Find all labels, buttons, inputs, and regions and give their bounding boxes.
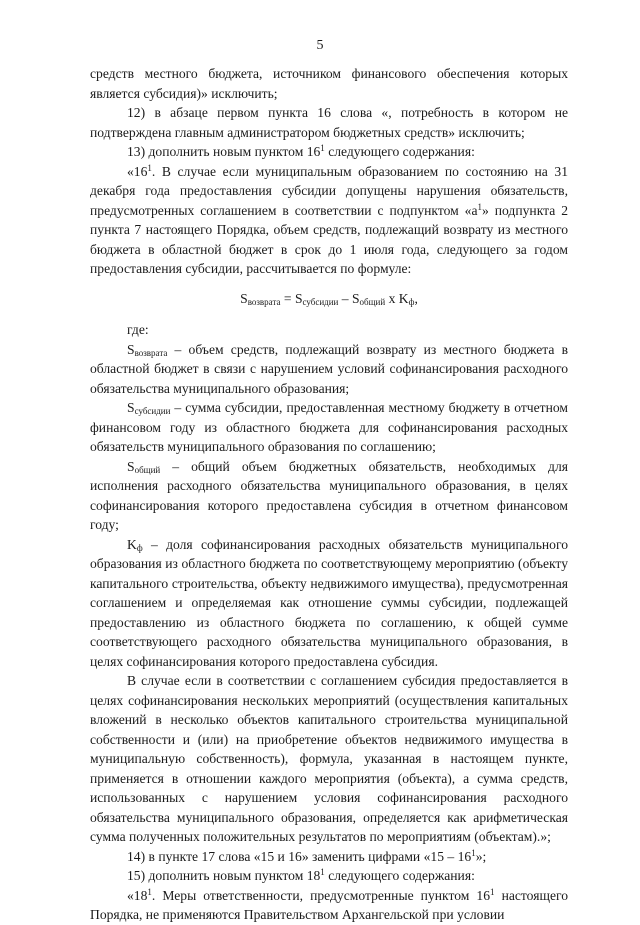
clause-16-1-body: . В случае если муниципальным образованием по состоянию на 31 декабря года предоставления субсидии допущены нарушения обязательств, предусмотренных соглашением в соответствии с подпунктом «а — [90, 163, 568, 218]
paragraph-item-15 — [90, 866, 568, 886]
paragraph-continuation: средств местного бюджета, источником финансового обеспечения которых является субсидия)» исключить; — [90, 66, 568, 101]
paragraph-item-12: 12) в абзаце первом пункта 16 слова «, потребность в котором не подтверждена главным администратором бюджетных средств» исключить; — [90, 105, 568, 140]
formula-subscript: субсидии — [302, 296, 339, 307]
clause-16-1-end: » подпункта 2 пункта 7 настоящего Порядка, объем средств, подлежащий возврату из местного бюджета в областной бюджет в срок до 1 июля года, следующего за годом предоставления субсидии, рассчитывается по формуле: — [90, 202, 568, 276]
formula-subscript: возврата — [247, 296, 281, 307]
definition-text: – доля софинансирования расходных обязательств муниципального образования из областного бюджета по соответствующему мероприятию (объекту капитального строительства, объекту недвижимого имущества), предусмотренная соглашением и определяемая как отношение суммы субсидии, подлежащей предоставлению из областного бюджета по соглашению, к общей сумме соответствующего расходного обязательства муниципального образования, в целях софинансирования которого предоставлена субсидия. — [90, 536, 568, 669]
superscript: 1 — [490, 886, 495, 897]
definition-text: – сумма субсидии, предоставленная местному бюджету в отчетном финансовом году из областного бюджета для софинансирования расходных обязательств муниципального образования по соглашению; — [90, 400, 568, 454]
paragraph-clause-16-1 — [90, 162, 568, 279]
item-14-text-end: »; — [475, 848, 487, 864]
formula-symbol: x K — [385, 290, 409, 306]
formula-subscript: общий — [359, 296, 386, 307]
superscript: 1 — [471, 847, 476, 858]
clause-18-1-end: настоящего Порядка, не применяются Правительством Архангельской при условии — [90, 887, 569, 922]
paragraph-item-14 — [90, 847, 568, 867]
superscript: 1 — [147, 886, 152, 897]
formula-symbol: – S — [338, 290, 360, 306]
definition-s-subsidy — [90, 398, 568, 457]
superscript: 1 — [320, 143, 325, 153]
superscript: 1 — [147, 162, 152, 173]
item-13-text: 13) дополнить новым пунктом 16 — [127, 144, 321, 159]
superscript: 1 — [320, 867, 325, 877]
definition-subscript: ф — [136, 542, 143, 553]
item-14-text: 14) в пункте 17 слова «15 и 16» заменить цифрами «15 – 16 — [127, 848, 472, 864]
definition-s-total — [90, 457, 568, 535]
clause-18-1-body: . Меры ответственности, предусмотренные пунктом 16 — [151, 887, 491, 903]
item-13-text-end: следующего содержания: — [324, 144, 475, 159]
definition-subscript: общий — [134, 464, 161, 475]
definition-subscript: субсидии — [134, 406, 171, 416]
document-body — [90, 64, 568, 925]
definition-text: – объем средств, подлежащий возврату из местного бюджета в областной бюджет в связи с нарушением условий софинансирования расходного обязательства муниципального образования; — [90, 341, 568, 396]
clause-18-1-start: «18 — [127, 887, 148, 903]
definition-subscript: возврата — [134, 347, 168, 358]
definition-symbol: S — [127, 341, 135, 357]
formula-symbol: , — [414, 290, 418, 306]
formula-symbol: = S — [280, 290, 303, 306]
superscript: 1 — [477, 201, 483, 212]
formula-subscript: ф — [408, 296, 415, 307]
paragraph-clause-18-1 — [90, 886, 568, 925]
item-15-text-end: следующего содержания: — [324, 868, 475, 883]
item-15-text: 15) дополнить новым пунктом 18 — [127, 868, 321, 883]
where-label: где: — [127, 322, 149, 337]
clause-16-1-start: «16 — [127, 163, 148, 179]
formula — [90, 289, 568, 309]
paragraph-item-13 — [90, 142, 568, 162]
page-number: 5 — [316, 38, 324, 53]
definition-symbol: K — [127, 536, 137, 552]
paragraph-multiple-events: В случае если в соответствии с соглашением субсидия предоставляется в целях софинансирования нескольких мероприятий (осуществления капитальных вложений в несколько объектов капитального строительства муниципальной собственности и (или) на приобретение объектов недвижимого имущества в муниципальную собственность), формула, указанная в настоящем пункте, применяется в отношении каждого мероприятия (объекта), а сумма средств, использованных с нарушением условия софинансирования расходного обязательства муниципального образования, определяется как арифметическая сумма полученных положительных результатов по мероприятиям (объектам).»; — [90, 673, 568, 844]
definition-text: – общий объем бюджетных обязательств, необходимых для исполнения расходного обязательства муниципального образования, в целях софинансирования которого предоставлена субсидия в отчетном финансовом году; — [90, 458, 568, 532]
definition-s-return — [90, 340, 568, 399]
definition-symbol: S — [127, 458, 135, 474]
definition-k — [90, 535, 568, 672]
formula-symbol: S — [240, 290, 248, 306]
definition-symbol: S — [127, 400, 135, 415]
